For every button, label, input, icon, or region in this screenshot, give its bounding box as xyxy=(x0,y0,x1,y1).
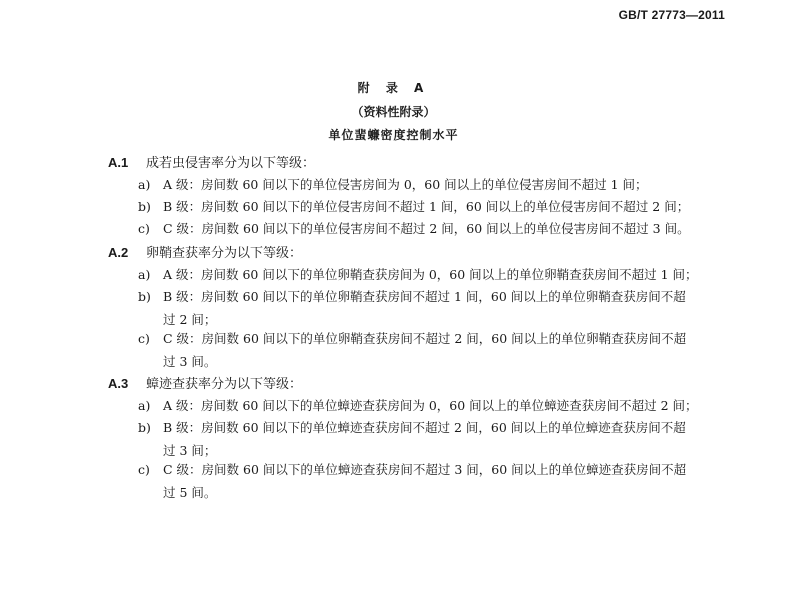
item-text-continued: 过 3 间； xyxy=(163,443,217,458)
item-marker: b) xyxy=(138,289,151,304)
item-marker: c) xyxy=(138,221,150,236)
item-marker: b) xyxy=(138,420,151,435)
item-marker: a) xyxy=(138,177,151,192)
standard-number: GB/T 27773—2011 xyxy=(618,8,725,22)
item-marker: c) xyxy=(138,462,150,477)
item-text: B 级：房间数 60 间以下的单位卵鞘查获房间不超过 1 间，60 间以上的单位卵鞘查获房间不超 xyxy=(163,289,686,304)
section-number: A.3 xyxy=(108,376,129,391)
item-marker: a) xyxy=(138,267,151,282)
section-title: 卵鞘查获率分为以下等级： xyxy=(146,246,303,261)
item-marker: a) xyxy=(138,398,151,413)
item-marker: b) xyxy=(138,199,151,214)
section-number: A.1 xyxy=(108,155,129,170)
item-text-continued: 过 3 间。 xyxy=(163,354,217,369)
section-title: 蟑迹查获率分为以下等级： xyxy=(146,377,303,392)
section-a3 xyxy=(108,373,302,392)
section-number: A.2 xyxy=(108,245,129,260)
item-text: A 级：房间数 60 间以下的单位蟑迹查获房间为 0，60 间以上的单位蟑迹查获房间不超过 2 间； xyxy=(163,398,698,413)
annex-title: 附 录 A xyxy=(357,81,430,95)
item-text: B 级：房间数 60 间以下的单位侵害房间不超过 1 间，60 间以上的单位侵害房间不超过 2 间； xyxy=(163,199,690,214)
item-text: A 级：房间数 60 间以下的单位卵鞘查获房间为 0，60 间以上的单位卵鞘查获房间不超过 1 间； xyxy=(163,267,698,282)
item-text-continued: 过 5 间。 xyxy=(163,485,217,500)
section-a2 xyxy=(108,242,302,261)
annex-heading: 单位蜚蠊密度控制水平 xyxy=(328,128,459,142)
item-text-continued: 过 2 间； xyxy=(163,312,217,327)
annex-subtitle: （资料性附录） xyxy=(351,105,436,119)
item-text: C 级：房间数 60 间以下的单位侵害房间不超过 2 间，60 间以上的单位侵害房间不超过 3 间。 xyxy=(163,221,690,236)
item-text: C 级：房间数 60 间以下的单位蟑迹查获房间不超过 3 间，60 间以上的单位蟑迹查获房间不超 xyxy=(163,462,687,477)
item-text: A 级：房间数 60 间以下的单位侵害房间为 0，60 间以上的单位侵害房间不超过 1 间； xyxy=(163,177,648,192)
section-title: 成若虫侵害率分为以下等级： xyxy=(146,156,316,171)
section-a1 xyxy=(108,152,315,171)
item-marker: c) xyxy=(138,331,150,346)
item-text: B 级：房间数 60 间以下的单位蟑迹查获房间不超过 2 间，60 间以上的单位蟑迹查获房间不超 xyxy=(163,420,686,435)
item-text: C 级：房间数 60 间以下的单位卵鞘查获房间不超过 2 间，60 间以上的单位卵鞘查获房间不超 xyxy=(163,331,687,346)
